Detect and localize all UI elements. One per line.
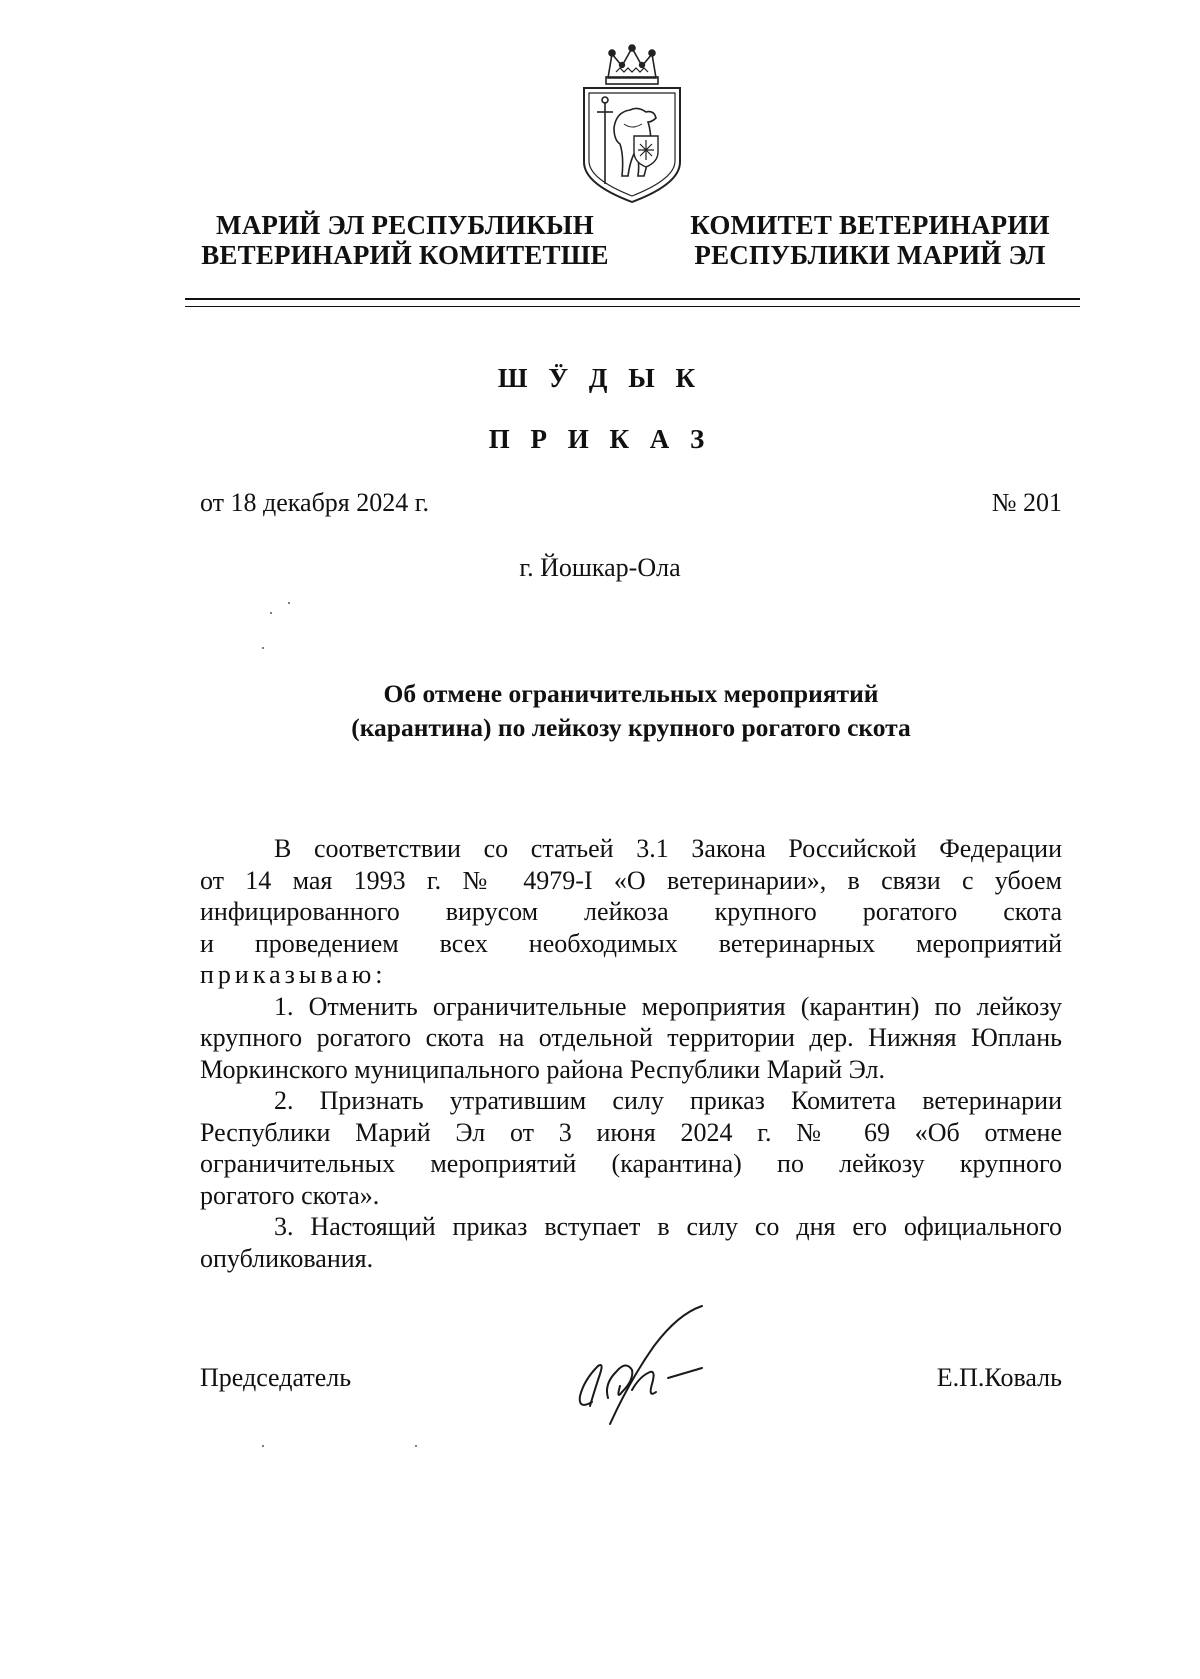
item-2-line: рогатого скота».	[200, 1180, 380, 1210]
scan-speck	[262, 1445, 264, 1447]
preamble-line: В соответствии со статьей 3.1 Закона Российской Федерации	[274, 834, 1062, 863]
document-date: от 18 декабря 2024 г.	[200, 488, 429, 517]
item-1-line: Моркинского муниципального района Республики Марий Эл.	[200, 1054, 885, 1084]
preamble-line: от 14 мая 1993 г. № 4979-I «О ветеринарии», в связи с убоем	[200, 865, 1062, 895]
item-2-line: ограничительных мероприятий (карантина) по лейкозу крупного	[200, 1149, 1062, 1178]
coat-of-arms-icon	[578, 44, 686, 209]
document-body	[200, 833, 1062, 1274]
item-3-line: опубликования.	[200, 1243, 374, 1273]
document-city: г. Йошкар-Ола	[519, 553, 681, 582]
scan-speck	[262, 647, 264, 649]
signatory-name: Е.П.Коваль	[936, 1363, 1062, 1392]
preamble-line: инфицированного вирусом лейкоза крупного рогатого скота	[200, 897, 1062, 926]
doc-type-mari: Ш Ӱ Д Ы К	[497, 363, 703, 393]
preamble-line: и проведением всех необходимых ветеринарных мероприятий	[200, 928, 1062, 958]
org-name-russian-line1: КОМИТЕТ ВЕТЕРИНАРИИ	[690, 210, 1050, 240]
org-name-russian	[650, 210, 1090, 270]
org-name-mari-line1: МАРИЙ ЭЛ РЕСПУБЛИКЫН	[216, 210, 594, 240]
org-name-mari-line2: ВЕТЕРИНАРИЙ КОМИТЕТШЕ	[201, 240, 609, 270]
order-word: приказываю:	[200, 960, 387, 989]
document-title-line2: (карантина) по лейкозу крупного рогатого скота	[351, 713, 911, 742]
item-2-line: Республики Марий Эл от 3 июня 2024 г. № 69 «Об отмене	[200, 1117, 1062, 1147]
org-name-mari	[185, 210, 625, 270]
document-title	[200, 677, 1062, 745]
doc-type-russian: П Р И К А З	[488, 424, 712, 454]
handwritten-signature-icon	[570, 1300, 750, 1430]
item-2-line: 2. Признать утратившим силу приказ Комитета ветеринарии	[274, 1086, 1062, 1115]
header-divider-thick	[185, 298, 1080, 300]
scan-speck	[415, 1445, 417, 1447]
document-number: № 201	[991, 488, 1062, 517]
item-1-line: 1. Отменить ограничительные мероприятия (карантин) по лейкозу	[274, 991, 1062, 1021]
item-3-line: 3. Настоящий приказ вступает в силу со дня его официального	[274, 1212, 1062, 1241]
header-divider-thin	[185, 306, 1080, 307]
org-name-russian-line2: РЕСПУБЛИКИ МАРИЙ ЭЛ	[694, 240, 1046, 270]
scan-speck	[270, 612, 272, 614]
document-title-line1: Об отмене ограничительных мероприятий	[383, 679, 879, 708]
scan-speck	[288, 602, 290, 604]
signatory-position: Председатель	[200, 1363, 352, 1392]
item-1-line: крупного рогатого скота на отдельной территории дер. Нижняя Юплань	[200, 1023, 1062, 1052]
